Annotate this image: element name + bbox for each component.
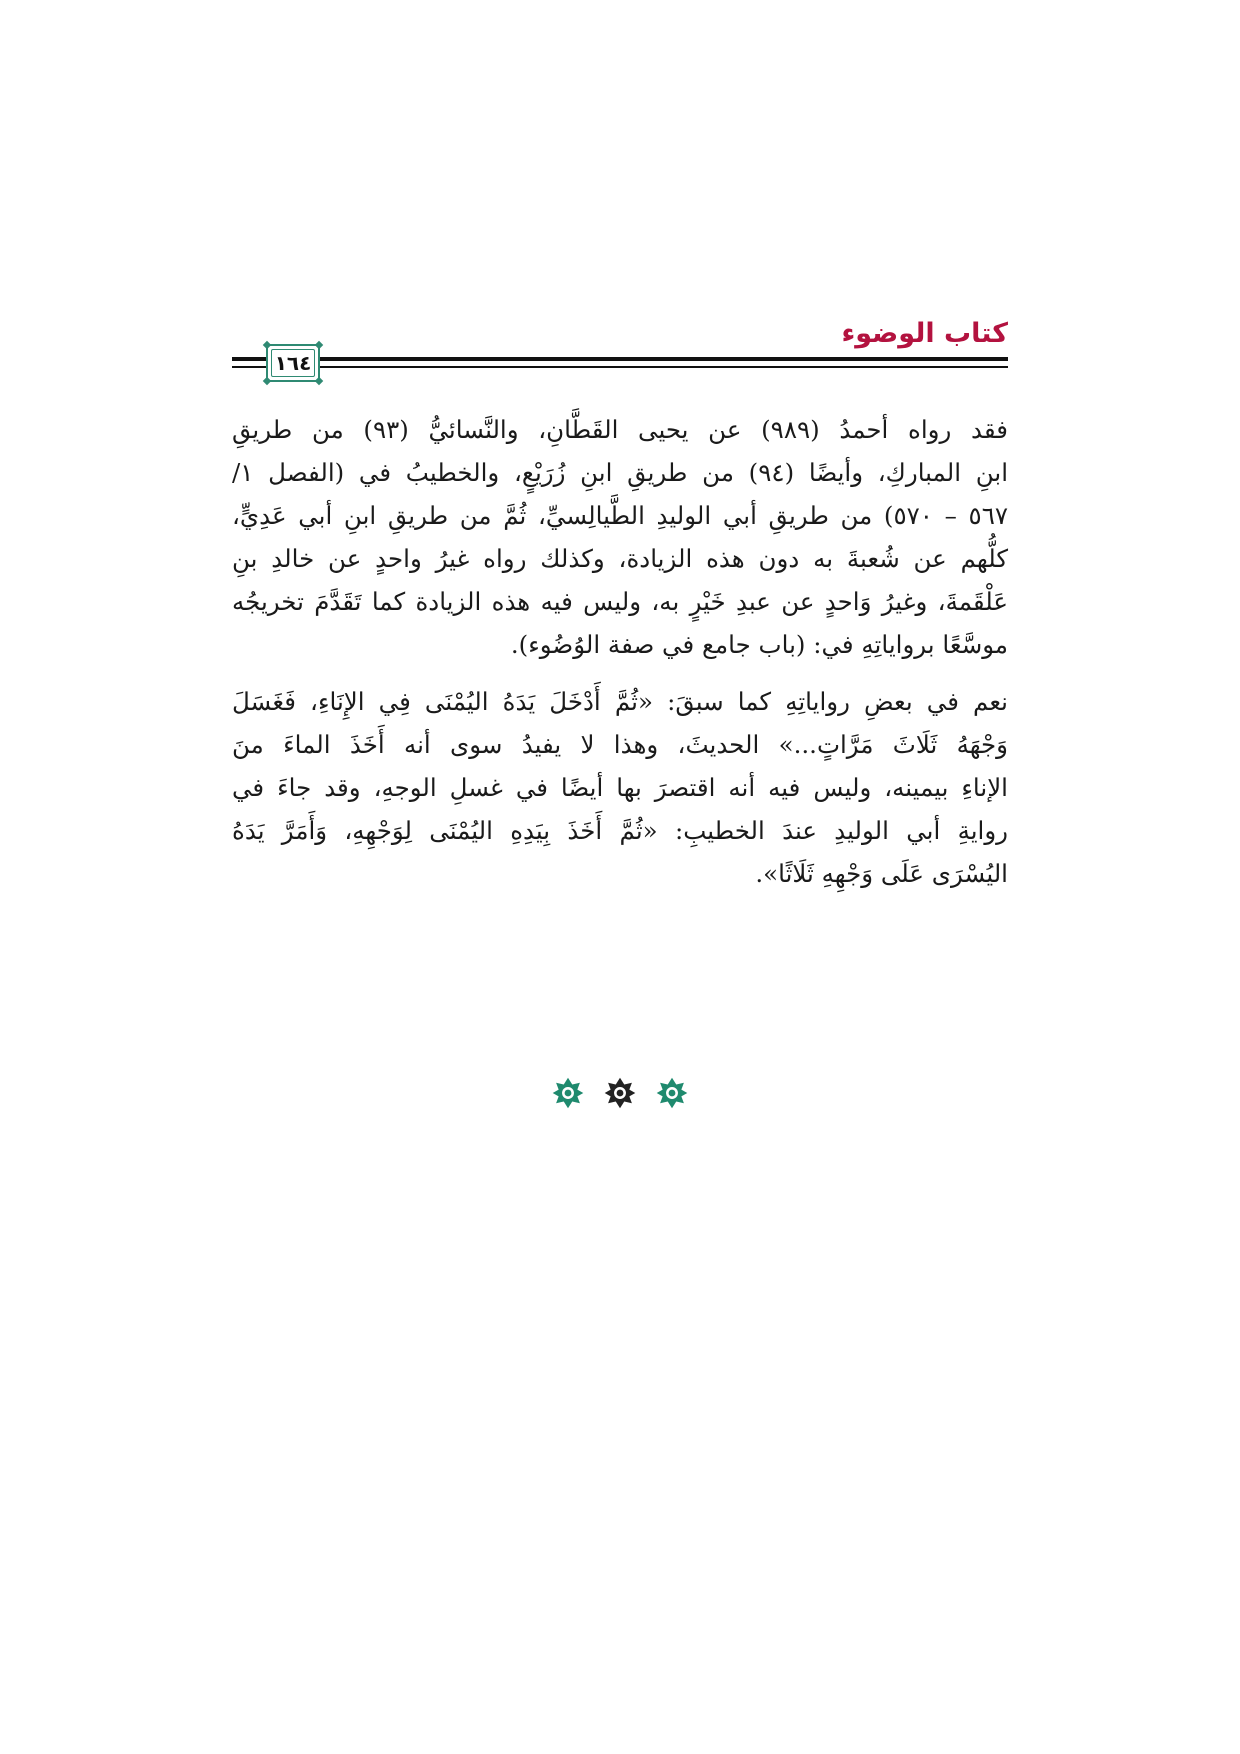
text-line: موسَّعًا برواياتِهِ في: (باب جامع في صفة الوُضُوء). bbox=[510, 630, 1008, 659]
text-line: ابنِ المباركِ، وأيضًا (٩٤) من طريقِ ابنِ زُرَيْعٍ، والخطيبُ في (الفصل ١/ bbox=[232, 458, 1009, 487]
paragraph-2 bbox=[232, 680, 1008, 895]
badge-corner-icon bbox=[263, 377, 271, 385]
book-title: كتاب الوضوء bbox=[841, 318, 1008, 349]
header-rule-thin bbox=[232, 366, 1008, 368]
page-header bbox=[232, 300, 1008, 390]
text-line: كلُّهم عن شُعبةَ به دون هذه الزيادة، وكذلك رواه غيرُ واحدٍ عن خالدِ بنِ bbox=[232, 544, 1008, 573]
paragraph-1 bbox=[232, 408, 1008, 666]
text-line: اليُسْرَى عَلَى وَجْهِهِ ثَلَاثًا». bbox=[755, 859, 1008, 888]
text-line: وَجْهَهُ ثَلَاثَ مَرَّاتٍ...» الحديثَ، وهذا لا يفيدُ سوى أنه أَخَذَ الماءَ منَ bbox=[232, 730, 1008, 759]
page-number: ١٦٤ bbox=[274, 351, 312, 375]
badge-corner-icon bbox=[315, 377, 323, 385]
text-line: روايةِ أبي الوليدِ عندَ الخطيبِ: «ثُمَّ أَخَذَ بِيَدِهِ اليُمْنَى لِوَجْهِهِ، وَأَمَرَّ يَدَهُ bbox=[232, 816, 1008, 845]
section-end-ornament bbox=[0, 1076, 1240, 1110]
flower-ornament-icon bbox=[655, 1076, 689, 1110]
header-rule-thick bbox=[232, 357, 1008, 361]
flower-ornament-icon bbox=[603, 1076, 637, 1110]
page-body bbox=[232, 408, 1008, 909]
badge-corner-icon bbox=[263, 341, 271, 349]
flower-ornament-icon bbox=[551, 1076, 585, 1110]
badge-corner-icon bbox=[315, 341, 323, 349]
text-line: فقد رواه أحمدُ (٩٨٩) عن يحيى القَطَّانِ، والنَّسائيُّ (٩٣) من طريقِ bbox=[232, 415, 1008, 444]
page-number-badge bbox=[266, 344, 320, 382]
text-line: الإناءِ بيمينه، وليس فيه أنه اقتصرَ بها أيضًا في غسلِ الوجهِ، وقد جاءَ في bbox=[232, 773, 1008, 802]
text-line: نعم في بعضِ رواياتِهِ كما سبقَ: «ثُمَّ أَدْخَلَ يَدَهُ اليُمْنَى فِي الإِنَاءِ، فَغَسَلَ bbox=[232, 687, 1008, 716]
text-line: عَلْقَمةَ، وغيرُ وَاحدٍ عن عبدِ خَيْرٍ به، وليس فيه هذه الزيادة كما تَقَدَّمَ تخريجُه bbox=[232, 587, 1008, 616]
text-line: ٥٦٧ – ٥٧٠) من طريقِ أبي الوليدِ الطَّيالِسيِّ، ثُمَّ من طريقِ ابنِ أبي عَدِيٍّ، bbox=[232, 501, 1009, 530]
